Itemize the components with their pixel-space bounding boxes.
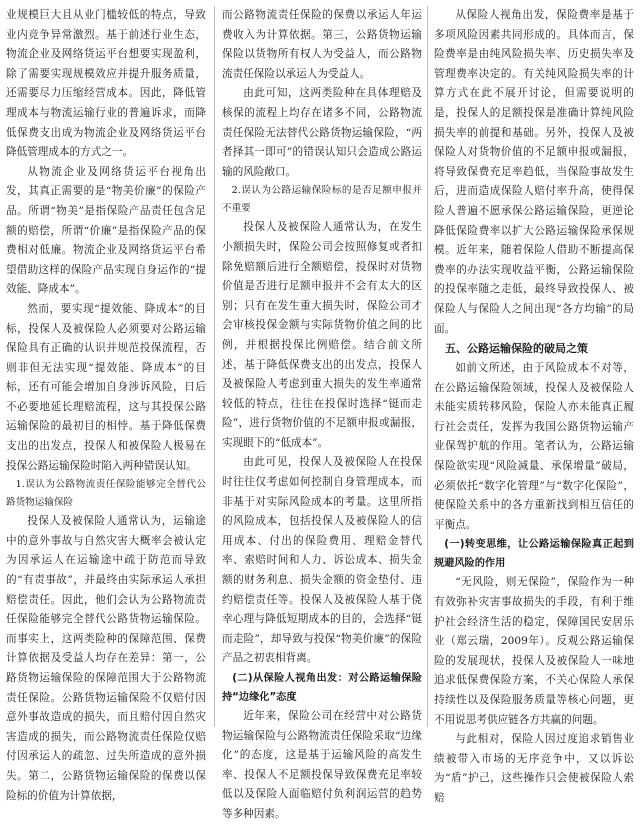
section-heading: (一)转变思维，让公路运输保险真正起到规避风险的作用 [434, 539, 634, 570]
paragraph: 如前文所述，由于风险成本不对等，在公路运输保险领域，投保人及被保险人未能实质转移风险，保险人亦未能真正履行社会责任，发挥为我国公路货物运输产业保驾护航的作用。笔者认为，公路运输保险欲实现“风险减量、承保增量”破局，必须依托“数字化管理”与“数字化保险”，使保险关系中的各方重新找到相互信任的平衡点。 [434, 362, 634, 531]
chapter-heading: 五、公路运输保险的破局之策 [445, 342, 588, 356]
paragraph: 由此可知，这两类险种在具体理赔及核保的流程上均存在诸多不同，公路物流责任保险无法替代公路货物运输保险，“两者择其一即可”的错误认知只会造成公路运输的风险敞口。 [222, 87, 422, 178]
paragraph: 投保人及被保险人通常认为，在发生小额损失时，保险公司会按照修复或者扣除免赔额后进行全额赔偿，投保时对货物价值是否进行足额申报并不会有太大的区别；只有在发生重大损失时，保险公司才会审核投保金额与实际货物价值之间的比例，并根据投保比例赔偿。结合前文所述，基于降低保费支出的出发点，投保人及被保险人考虑到重大损失的发生率通常较低的特点，往往在投保时选择“铤而走险”，进行货物价值的不足额申报或漏报，实现眼下的“低成本”。 [222, 221, 422, 449]
column-divider [427, 6, 428, 727]
paragraph: 业规模巨大且从业门槛较低的特点，导致业内竞争异常激烈。基于前述行业生态，物流企业及网络货运平台想要实现盈利，除了需要实现规模效应并提升服务质量，还需要尽力压缩经营成本。因此，降低管理成本与物流运输行业的普遍诉求，而降低保费支出成为物流企业及网络货运平台降低管理成本的方式之一。 [6, 9, 206, 159]
subsection-heading: 1.误认为公路物流责任保险能够完全替代公路货物运输保险 [6, 479, 206, 509]
paragraph: 然而，要实现“提效能、降成本”的目标，投保人及被保险人必须要对公路运输保险具有正确的认识并规范投保流程，否则非但无法实现“提效能、降成本”的目标，还有可能会增加自身涉诉风险，日后不必要地延长理赔流程，这与其投保公路运输保险的最初目的相悖。基于降低保费支出的出发点，投保人和被保险人极易在投保公路运输保险时陷入两种错误认知。 [6, 302, 206, 472]
paragraph: “无风险，则无保险”，保险作为一种有效弥补灾害事故损失的手段，有利于维护社会经济生活的稳定，保障国民安居乐业（郑云瑞，2009年）。反观公路运输保险的发展现状，投保人及被保险人一味地追求低保费保险方案，不关心保险人承保持续性以及保险服务质量等核心问题，更不用说思考供应链各方共赢的问题。 [434, 576, 634, 726]
text-column-3 [434, 6, 634, 809]
paragraph: 投保人及被保险人通常认为，运输途中的意外事故与自然灾害大概率会被认定为因承运人在运输途中疏于防范而导致的“有责事故”，并最终由实际承运人承担赔偿责任。因此，他们会认为公路物流责任保险能够完全替代公路货物运输保险。而事实上，这两类险种的保障范围、保费计算依据及受益人均存在差异：第一，公路货物运输保险的保障范围大于公路物流责任保险。公路货物运输保险不仅赔付因意外事故造成的损失，而且赔付因自然灾害造成的损失，而公路物流责任保险仅赔付因承运人的疏忽、过失所造成的意外损失。第二，公路货物运输保险的保费以保险标的价值为计算依据， [6, 515, 206, 802]
paragraph: 近年来，保险公司在经营中对公路货物运输保险与公路物流责任保险采取“边缘化”的态度，这是基于运输风险的高发生率、投保人不足额投保导致保费充足率较低以及保险人面临赔付负利润运营的趋势等多种因素。 [222, 710, 422, 820]
paragraph: 从保险人视角出发，保险费率是基于多项风险因素共同形成的。具体而言，保险费率是由纯风险损失率、历史损失率及管理费率决定的。有关纯风险损失率的计算方式在此不展开讨论，但需要说明的是，投保人的足额投保是准确计算纯风险损失率的前提和基础。另外，投保人及被保险人对货物价值的不足额申报或漏报，将导致保费充足率趋低，当保险事故发生后，进而造成保险人赔付率升高，使得保险人普遍不愿承保公路运输保险，更逆论降低保险费率以扩大公路运输保险承保规模。近年来，随着保险人借助不断提高保费率的办法实现收益平衡，公路运输保险的投保率随之走低，最终导致投保人、被保险人与保险人之间出现“各方均输”的局面。 [434, 9, 634, 335]
text-column-2 [222, 6, 422, 825]
paragraph: 从物流企业及网络货运平台视角出发，其真正需要的是“物美价廉”的保险产品。所谓“物美”是指保险产品责任包含足额的赔偿，所谓“价廉”是指保险产品的保费相对低廉。物流企业及网络货运平台希望借助这样的保险产品实现自身运作的“提效能、降成本”。 [6, 165, 206, 296]
subsection-heading: 2.误认为公路运输保险标的是否足额申报并不重要 [222, 185, 422, 215]
text-column-1 [6, 6, 206, 806]
section-heading: (二)从保险人视角出发：对公路运输保险持“边缘化”态度 [222, 673, 422, 703]
column-divider [214, 6, 215, 727]
paragraph: 而公路物流责任保险的保费以承运人年运费收入为计算依据。第三，公路货物运输保险以货物所有权人为受益人，而公路物流责任保险以承运人为受益人。 [222, 9, 422, 80]
paragraph: 由此可见，投保人及被保险人在投保时往往仅考虑如何控制自身管理成本，而非基于对实际风险成本的考量。这里所指的风险成本，包括投保人及被保险人的信用成本、付出的保险费用、理赔金替代率、索赔时间和人力、诉讼成本、损失金额的财务利息、损失金额的资金垫付、违约赔偿责任等。投保人及被保险人基于侥幸心理与降低短期成本的目的，会选择“铤而走险”，却导致与投保“物美价廉”的保险产品之初衷相背离。 [222, 456, 422, 665]
paragraph: 与此相对，保险人因过度追求销售业绩被带入市场的无序竞争中，又以诉讼为“盾”护己，这些操作只会使被保险人索赔 [434, 733, 634, 804]
